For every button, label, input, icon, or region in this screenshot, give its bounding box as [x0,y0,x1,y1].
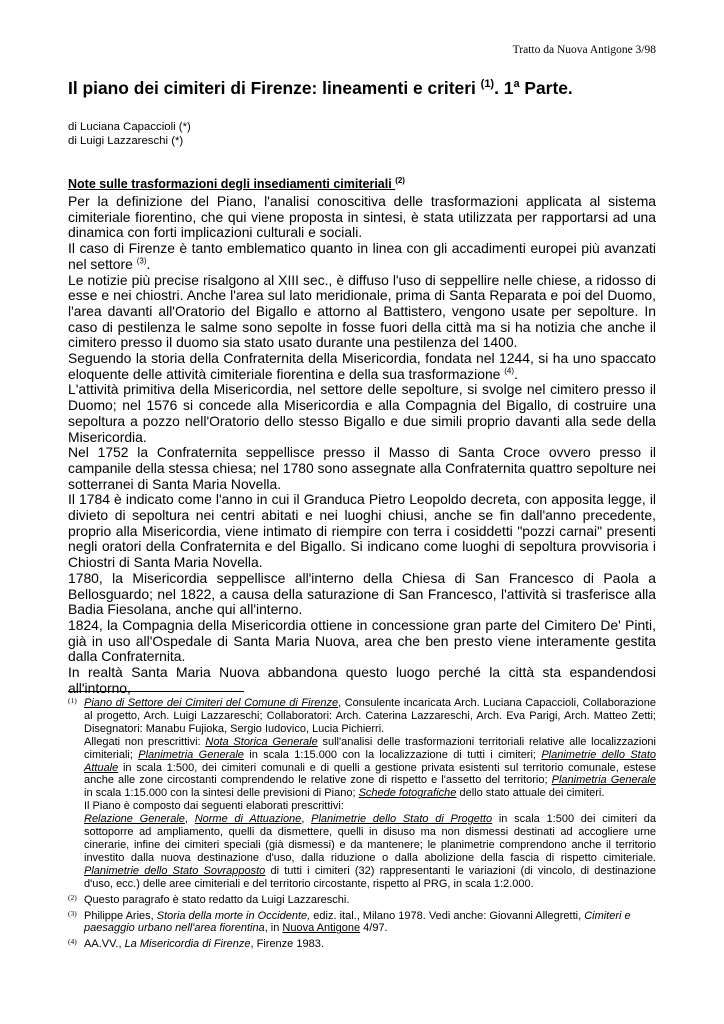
document-title: Nota Storica Generale [205,735,318,748]
footnote-text: , [184,813,195,826]
footnote-line: Questo paragrafo è stato redatto da Luigi Lazzareschi. [84,893,350,906]
footnote-text: di tutti i cimiteri (32) rappresentanti le variazioni (di vincolo, di destinazione [265,864,656,877]
footnote-line [84,749,656,762]
footnote-line [84,813,656,826]
footnote-line: al progetto, Arch. Luigi Lazzareschi; Collaboratori: Arch. Caterina Lazzareschi, Arch. Eva Parigi, Arch. Matteo Zetti; [84,709,656,722]
document-title: Relazione Generale [84,813,185,826]
section-note-ref[interactable]: (2) [395,176,405,185]
footnote-4 [68,938,656,951]
footnote-marker: (4) [68,937,77,947]
article-body [68,194,656,697]
paragraph: 1824, la Compagnia della Misericordia ottiene in concessione gran parte del Cimitero De' Pinti, già in uso all'Ospedale di Santa Maria Nuova, area che ben presto viene interamente gestita dalla Confraternita. [68,616,656,665]
plan-title: Piano di Settore dei Cimiteri del Comune di Firenze [84,697,339,709]
document-title: Attuale [84,761,119,774]
footnote-line: investito dalla nuova destinazione d'uso, dalla riduzione o dalla abolizione della fascia di rispetto cimiteriale. [84,851,656,864]
footnote-text: , in [264,922,283,935]
footnote-text: cimiteriali; [84,748,139,761]
footnote-line [84,938,656,951]
footnote-ref[interactable]: (3) [136,256,147,266]
book-title: La Misericordia di Firenze [124,938,251,951]
footnote-text: in scala 1:15.000 con la localizzazione di tutti i cimiteri; [243,748,542,761]
footnote-text: Philippe Aries, [84,909,157,922]
footnote-text: sull'analisi delle trasformazioni territoriali relative alle localizzazioni [317,735,656,748]
footnote-text: in scala 1:500 dei cimiteri da [492,813,656,826]
footnote-text: dello stato attuale dei cimiteri. [456,787,605,800]
document-title: Planimetrie dello Stato di Progetto [311,813,493,826]
section-heading-text: Note sulle trasformazioni degli insediamenti cimiteriali [68,177,392,192]
footnote-line [84,736,656,749]
footnote-line [84,787,656,800]
paragraph-text: Seguendo la storia della Confraternita della Misericordia, fondata nel 1244, si ha uno spaccato eloquente delle attività cimiteriale fiorentina e della sua trasformazione [68,350,656,382]
author-list [68,120,191,148]
paragraph-text: Il caso di Firenze è tanto emblematico quanto in linea con gli accadimenti europei più avanzati nel settore [68,240,656,272]
article-title [68,78,668,99]
paragraph: Per la definizione del Piano, l'analisi conoscitiva delle trasformazioni applicata al sistema cimiteriale fiorentino, che qui viene proposta in sintesi, è stata utilizzata per rapportarsi ad una dinamica con forti implicazioni culturali e sociali. [68,193,656,241]
footnote-text: , Firenze 1983. [250,938,324,951]
footnote-line: cinerarie, infine dei cimiteri speciali (già dismessi) e da mantenere; le planimetrie comprendono anche il territorio [84,838,656,851]
title-superscript: a [513,78,520,91]
book-title: Storia della morte in Occidente, [156,909,311,922]
paragraph [68,351,656,382]
footnote-line: Il Piano è composto dai seguenti elaborati prescrittivi: [84,800,344,813]
document-title: Planimetria Generale [138,748,244,761]
footnote-text: in scala 1:15.000 con la sintesi delle previsioni di Piano; [84,787,359,800]
paragraph-end: . [514,365,518,382]
footnote-1 [68,697,656,891]
paragraph: In realtà Santa Maria Nuova abbandona questo luogo perché la città sta espandendosi all'intorno, [68,664,656,696]
footnote-3 [68,910,656,936]
footnote-line [84,910,656,923]
section-heading [68,176,405,191]
author-line: di Luigi Lazzareschi (*) [68,135,184,147]
title-text-a: Il piano dei cimiteri di Firenze: lineamenti e criteri [68,78,481,98]
document-title: Norme di Attuazione [194,813,302,826]
footnote-line: Disegnatori: Manabu Fujioka, Sergio Iudovico, Lucia Pichierri. [84,722,385,735]
footnote-line [84,865,656,878]
document-title: Planimetria Generale [551,774,656,787]
footnote-text: 4/97. [360,922,388,935]
paragraph [68,241,656,272]
footnote-text: anche alle zone circostanti comprendendo le relative zone di rispetto e l'assetto del territorio; [84,774,552,787]
title-text-b: . 1 [494,78,514,98]
paragraph: 1780, la Misericordia seppellisce all'interno della Chiesa di San Francesco di Paola a Bellosguardo; nel 1822, a causa della saturazione di San Francesco, l'attività si trasferisce alla Badia Fiesolana, anche qui all'interno. [68,569,656,618]
footnote-text: AA.VV., [84,938,125,951]
footnote-text: , [301,813,312,826]
title-note-ref[interactable]: (1) [480,78,495,91]
footnote-divider [68,691,244,692]
running-header: Tratto da Nuova Antigone 3/98 [512,44,656,56]
footnote-text: , Consulente incaricata Arch. Luciana Capaccioli, Collaborazione [338,697,657,709]
paragraph: Nel 1752 la Confraternita seppellisce presso il Masso di Santa Croce ovvero presso il campanile della stessa chiesa; nel 1780 sono assegnate alla Confraternita quattro sepolture nei sotterranei di Santa Maria Novella. [68,444,656,492]
footnote-text: ediz. ital., Milano 1978. Vedi anche: Giovanni Allegretti, [310,909,585,922]
title-text-c: Parte. [519,78,573,98]
footnote-line [84,774,656,787]
document-title: Planimetrie dello Stato Sovrapposto [84,864,266,877]
footnote-marker: (3) [68,908,77,918]
footnote-marker: (2) [68,892,77,902]
footnote-2 [68,894,656,907]
paragraph: Le notizie più precise risalgono al XIII sec., è diffuso l'uso di seppellire nelle chiese, a ridosso di esse e nei chiostri. Anche l'area sul lato meridionale, prima di Santa Reparata e poi del Duomo, l'area davanti all'Oratorio del Bigallo e attorno al Battistero, vengono usate per sepolture. In caso di pestilenza le salme sono sepolte in fosse fuori della città ma si ha notizia che anche il cimitero presso il duomo sia stato usato durante una pestilenza del 1400. [68,271,656,351]
footnote-text: in scala 1:500, dei cimiteri comunali e di quelli a gestione privata esistenti sul territorio comunale, estese [118,761,656,774]
footnote-ref[interactable]: (4) [504,366,515,376]
footnote-line: d'uso, ecc.) delle aree cimiteriali e del territorio circostante, rispetto al PRG, in scala 1:2.000. [84,877,534,890]
document-title: Planimetrie dello Stato [541,748,657,761]
book-title: paesaggio urbano nell'area fiorentina [84,922,265,935]
paragraph: Il 1784 è indicato come l'anno in cui il Granduca Pietro Leopoldo decreta, con apposita legge, il divieto di sepoltura nei centri abitati e nei luoghi chiusi, anche se fin dall'anno precedente, proprio alla Misericordia, viene intimato di riempire con terra i cosiddetti "pozzi carnai" presenti negli oratori della Confraternita e del Bigallo. Si indicano come luoghi di sepoltura provvisoria i Chiostri di Santa Maria Novella. [68,491,656,571]
document-title: Schede fotografiche [358,787,457,800]
paragraph-end: . [146,255,151,272]
book-title: Cimiteri e [584,909,631,922]
footnote-line [84,762,656,775]
footnote-line [84,922,656,935]
footnote-line [84,697,656,710]
journal-title: Nuova Antigone [282,922,361,935]
footnote-marker: (1) [68,696,77,705]
footnote-line: sottoporre ad ampliamento, quelli da dismettere, quelli in disuso ma non dismessi destinati ad accogliere urne [84,826,656,839]
footnotes [68,697,656,951]
paragraph: L'attività primitiva della Misericordia, nel settore delle sepolture, si svolge nel cimitero presso il Duomo; nel 1576 si concede alla Misericordia e alla Compagnia del Bigallo, di costruire una sepoltura a pozzo nell'Oratorio dello stesso Bigallo e due simili proprio davanti alla sede della Misericordia. [68,381,656,445]
footnote-text: Allegati non prescrittivi: [84,735,206,748]
author-line: di Luciana Capaccioli (*) [68,121,191,133]
